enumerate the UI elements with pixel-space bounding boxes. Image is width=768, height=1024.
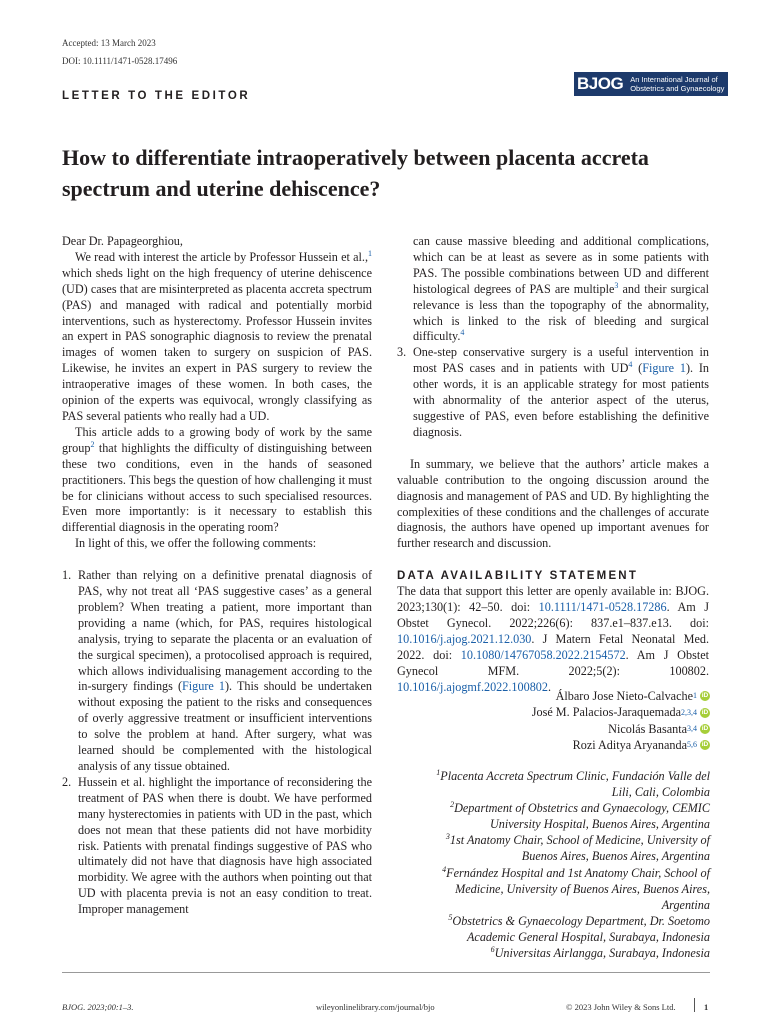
data-text-b: . Am J Obstet Gynecol. 2022;226(6): 837.e1–837.e13. doi: [397,600,709,631]
affil-text: Obstetrics & Gynaecology Department, Dr. Soetomo Academic General Hospital, Surabaya, Indonesia [452,913,710,944]
affil-number: 1 [436,768,441,777]
comment-list-continued [397,345,709,440]
affiliation [426,865,710,913]
list-item [62,775,372,918]
data-availability-text [397,584,709,695]
affil-number: 5 [448,912,453,922]
ref-link-1[interactable]: 1 [368,248,372,258]
page-number: 1 [704,1002,709,1012]
affil-number: 6 [490,945,495,955]
ref-link-2[interactable]: 2 [90,439,95,449]
affil-number: 3 [445,832,450,842]
doi-link-4[interactable]: 10.1016/j.ajogmf.2022.100802 [397,679,548,694]
p2-text-b: that highlights the difficulty of distinguishing between these two conditions, even in the hands of seasoned practitioners. This begs the question of how challenging it must be for clinicians without access to such specialised resources. Even more importantly: is it necessary to establish this differential diagnosis in the operating room? [62,440,372,535]
item2-cont-b: and their surgical relevance is less than the topography of the abnormality, which is linked to the risk of bleeding and surgical difficulty. [413,281,709,344]
comment-list [62,568,372,918]
item2-continued [397,234,709,345]
tagline-line-2: Obstetrics and Gynaecology [630,84,725,93]
footer-copyright: © 2023 John Wiley & Sons Ltd. [566,1002,676,1012]
author: Álbaro Jose Nieto-Calvache 1 iD [555,689,709,703]
ref-link-4b[interactable]: 4 [628,360,633,370]
affiliation-list [426,768,710,961]
data-text-c: . J Matern Fetal Neonatal Med. 2022. doi: [397,631,709,662]
p1-text-a: We read with interest the article by Professor Hussein et al., [75,249,368,264]
affiliation [426,832,710,864]
item2-cont-a: can cause massive bleeding and additional complications, which can be at least as severe as in some patients with PAS. The possible combinations between UD and different histological degrees of PAS are multiple [413,234,709,296]
left-column [62,234,372,918]
p1-text-b: which sheds light on the high frequency of uterine dehiscence (UD) cases that are misinterpreted as placenta accreta spectrum (PAS) and managed with radical and potentially morbid interventions, such as hysterectomy. Professor Hussein invites an expert in PAS sonographic diagnosis to review the prenatal images of women taken to surgery on suspicion of PAS. Likewise, he invites an expert in PAS surgery to review the intraoperative images of these women. In both cases, the opinion of the experts was equivocal, wrongly classifying as PAS several patients who really had a UD. [62,265,372,423]
orcid-icon[interactable]: iD [701,741,709,749]
paragraph-2 [62,425,372,536]
title-line-2: spectrum and uterine dehiscence? [62,176,381,201]
p2-text-a: This article adds to a growing body of work by the same group [62,424,372,455]
orcid-icon[interactable]: iD [701,708,709,716]
accepted-date: Accepted: 13 March 2023 [62,38,156,48]
footer-rule [62,972,710,973]
doi: DOI: 10.1111/1471-0528.17496 [62,56,178,66]
footer-citation: BJOG. 2023;00:1–3. [62,1002,134,1012]
paragraph-1 [62,250,372,425]
affil-number: 2 [450,800,455,810]
affil-number: 4 [442,864,447,874]
journal-logo-mark: BJOG [574,72,626,96]
journal-logo-tagline [626,72,728,96]
data-text-e: . [547,679,552,694]
author-name: Rozi Aditya Aryananda [572,738,687,753]
affiliation [426,913,710,945]
item3-text-b: . In other words, it is an applicable strategy for most patients with abnormality of the anterior aspect of the uterus, suggestive of PAS, even before establishing the definitive diagnosis. [413,361,709,439]
title-line-1: How to differentiate intraoperatively between placenta accreta [62,145,649,170]
author-name: Álbaro Jose Nieto-Calvache [555,689,693,703]
salutation: Dear Dr. Papageorghiou, [62,234,183,248]
list-number: 1. [62,568,72,583]
item2-text: Hussein et al. highlight the importance of reconsidering the treatment of PAS when there is doubt. We have performed many hysterectomies in patients with UD in the past, which does not mean that these patients did not have morbidity risk. Patients with prenatal findings suggestive of PAS who ultimately did not have that diagnosis have high associated morbidity. We agree with the authors when pointing out that UD with placenta previa is not an easy condition to treat. Improper management [78,774,372,917]
figure-link[interactable]: Figure 1 [642,361,686,376]
ref-link-3[interactable]: 3 [614,280,619,290]
data-availability-heading: DATA AVAILABILITY STATEMENT [397,570,639,583]
data-text-d: . Am J Obstet Gynecol MFM. 2022;5(2): 100802. [397,647,709,678]
tagline-line-1: An International Journal of [630,75,718,84]
author: José M. Palacios-Jaraquemada 2,3,4 iD [531,705,709,720]
article-title [62,142,722,204]
footer-url[interactable]: wileyonlinelibrary.com/journal/bjo [316,1002,435,1012]
affil-text: Department of Obstetrics and Gynaecology, CEMIC University Hospital, Buenos Aires, Argentina [454,801,710,832]
affiliation [426,768,710,800]
affil-text: Fernández Hospital and 1st Anatomy Chair, School of Medicine, University of Buenos Aires, Buenos Aires, Argentina [446,865,710,912]
doi-link-1[interactable]: 10.1111/1471-0528.17286 [538,600,667,615]
author-name: José M. Palacios-Jaraquemada [531,705,681,720]
author: Nicolás Basanta 3,4 iD [608,721,709,736]
affiliation [426,800,710,832]
affil-text: Universitas Airlangga, Surabaya, Indonesia [494,946,710,961]
doi-link-3[interactable]: 10.1080/14767058.2022.2154572 [460,647,626,662]
author-list [430,688,710,754]
orcid-icon[interactable]: iD [701,692,709,700]
affil-text: 1st Anatomy Chair, School of Medicine, University of Buenos Aires, Buenos Aires, Argentina [449,833,710,864]
ref-link-4[interactable]: 4 [460,328,465,338]
affiliation [426,945,710,961]
data-text-a: The data that support this letter are openly available in: BJOG. 2023;130(1): 42–50. doi: [397,584,709,615]
section-label: LETTER TO THE EDITOR [62,90,251,102]
author: Rozi Aditya Aryananda 5,6 iD [572,738,709,753]
list-number: 3. [397,345,407,360]
orcid-icon[interactable]: iD [701,725,709,733]
author-name: Nicolás Basanta [608,721,687,736]
right-column [397,234,709,696]
list-item: 3. One-step conservative surgery is a useful intervention in most PAS cases and in patients with $UD^4$ (Figure 1). In other words, it is an applicable strategy for most patients with abnormality of the anterior aspect of the uterus, suggestive of PAS, even before establishing the definitive diagnosis. [397,345,709,439]
item3-text-a: One-step conservative surgery is a useful intervention in most PAS cases and in patients with UD [413,345,709,376]
summary-paragraph: In summary, we believe that the authors’ article makes a valuable contribution to the ongoing discussion around the diagnosis and management of PAS and UD. By highlighting the complexities of these conditions and the challenges of accurate diagnosis, the authors have opened up important avenues for further research and discussion. [397,456,709,551]
item1-text-b: ). This should be undertaken without exposing the patient to the risks and consequences of overly aggressive treatment or insufficient interventions to solve the problem at hand. After surgery, what was learned should be complemented with the histological analysis of any tissue obtained. [78,679,372,773]
footer-divider [694,998,695,1012]
list-item [62,568,372,775]
list-number: 2. [62,774,72,789]
affil-text: Placenta Accreta Spectrum Clinic, Fundación Valle del Lili, Cali, Colombia [440,769,710,800]
paragraph-3: In light of this, we offer the following comments: [75,536,317,551]
item1-text-a: Rather than relying on a definitive prenatal diagnosis of PAS, why not treat all ‘PAS suggestive cases’ as a general problem? When treating a patient, more important than providing a name (which, for PAS, requires histological analysis, trying to separate the placenta or an evaluation of the surgical specimen), a protocolised approach is required, which allows individualising management according to the in-surgery findings ( [78,568,372,694]
figure-link[interactable]: Figure 1 [182,679,225,694]
journal-logo[interactable] [574,72,728,96]
doi-link-2[interactable]: 10.1016/j.ajog.2021.12.030 [397,631,532,646]
